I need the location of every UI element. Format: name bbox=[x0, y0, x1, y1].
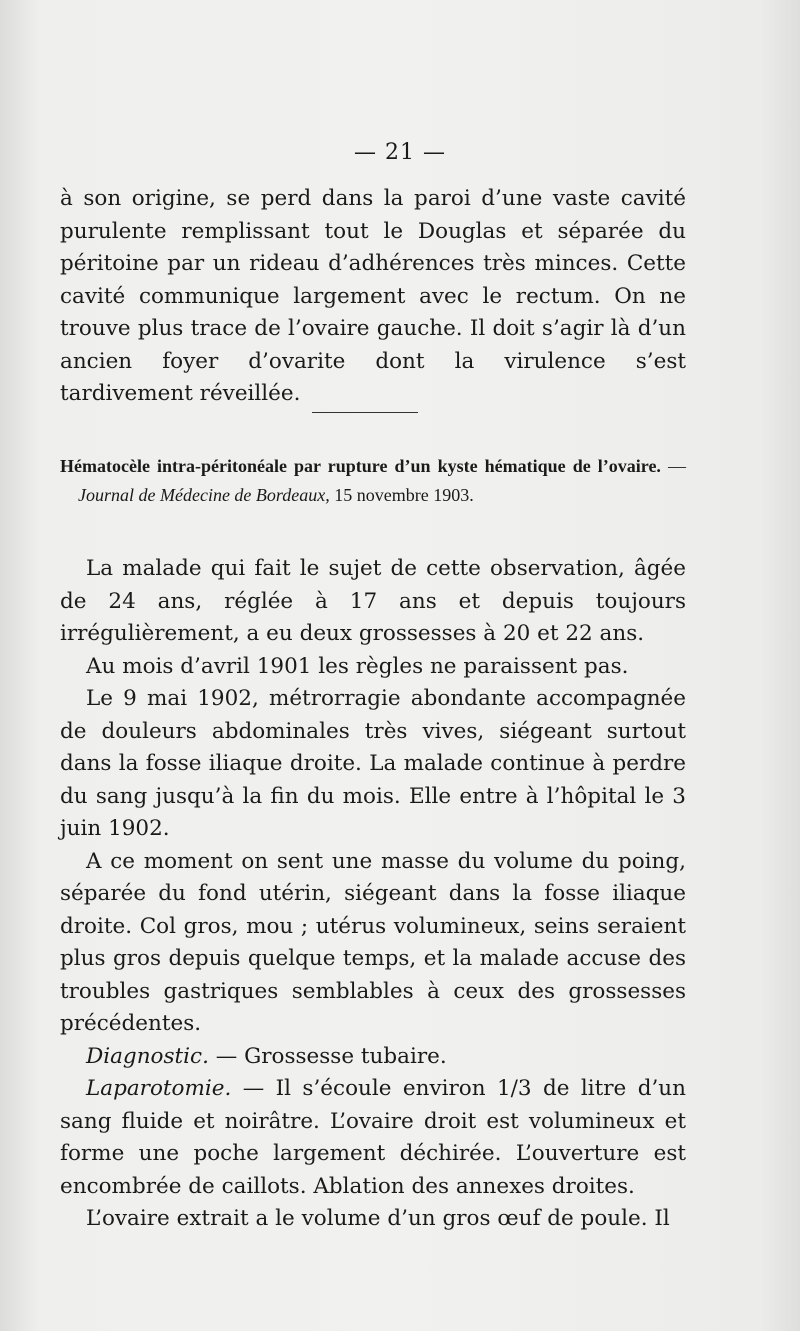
paragraph-text: à son origine, se perd dans la paroi d’une vaste cavité purulente remplissant tout le Douglas et séparée du péritoine par un rideau d’adhérences très minces. Cette cavité communique largement avec le rectum. On ne trouve plus trace de l’ovaire gauche. Il doit s’agir là d’un ancien foyer d’ovarite dont la virulence s’est tardivement réveillée. bbox=[60, 186, 686, 406]
laparotomie-label: Laparotomie. bbox=[86, 1076, 232, 1101]
paragraph-text: Le 9 mai 1902, métrorragie abondante accompagnée de douleurs abdominales très vives, siégeant surtout dans la fosse iliaque droite. La malade continue à perdre du sang jusqu’à la fin du mois. Elle entre à l’hôpital le 3 juin 1902. bbox=[60, 686, 686, 841]
citation-journal: Journal de Médecine de Bordeaux, bbox=[78, 485, 330, 505]
citation-title: Hématocèle intra-péritonéale par rupture d’un kyste hématique de l’ovaire. bbox=[60, 456, 661, 476]
diagnostic-text: — Grossesse tubaire. bbox=[208, 1043, 447, 1069]
continuation-paragraph bbox=[60, 183, 686, 411]
diagnostic-label: Diagnostic. bbox=[86, 1043, 209, 1069]
laparotomie-paragraph bbox=[60, 1073, 686, 1203]
citation-dash: — bbox=[660, 456, 686, 476]
diagnostic-paragraph bbox=[60, 1041, 686, 1074]
observation-body bbox=[60, 553, 686, 1236]
paragraph-text: La malade qui fait le sujet de cette observation, âgée de 24 ans, réglée à 17 ans et depuis toujours irrégulièrement, a eu deux grossesses à 20 et 22 ans. bbox=[60, 556, 686, 646]
article-citation bbox=[60, 452, 686, 510]
page-number: — 21 — bbox=[354, 140, 446, 165]
paragraph-text: L’ovaire extrait a le volume d’un gros œuf de poule. Il bbox=[86, 1206, 670, 1231]
paragraph-text: A ce moment on sent une masse du volume du poing, séparée du fond utérin, siégeant dans la fosse iliaque droite. Col gros, mou ; utérus volumineux, seins seraient plus gros depuis quelque temps, et la malade accuse des troubles gastriques semblables à ceux des grossesses précédentes. bbox=[60, 848, 686, 1036]
citation-date: 15 novembre 1903. bbox=[329, 485, 474, 505]
laparotomie-text: — Il s’écoule environ 1/3 de litre d’un sang fluide et noirâtre. L’ovaire droit est volumineux et forme une poche largement déchirée. L’ouverture est encombrée de caillots. Ablation des annexes droites. bbox=[60, 1076, 686, 1199]
paragraph-text: Au mois d’avril 1901 les règles ne paraissent pas. bbox=[86, 653, 629, 679]
section-divider bbox=[312, 412, 418, 413]
